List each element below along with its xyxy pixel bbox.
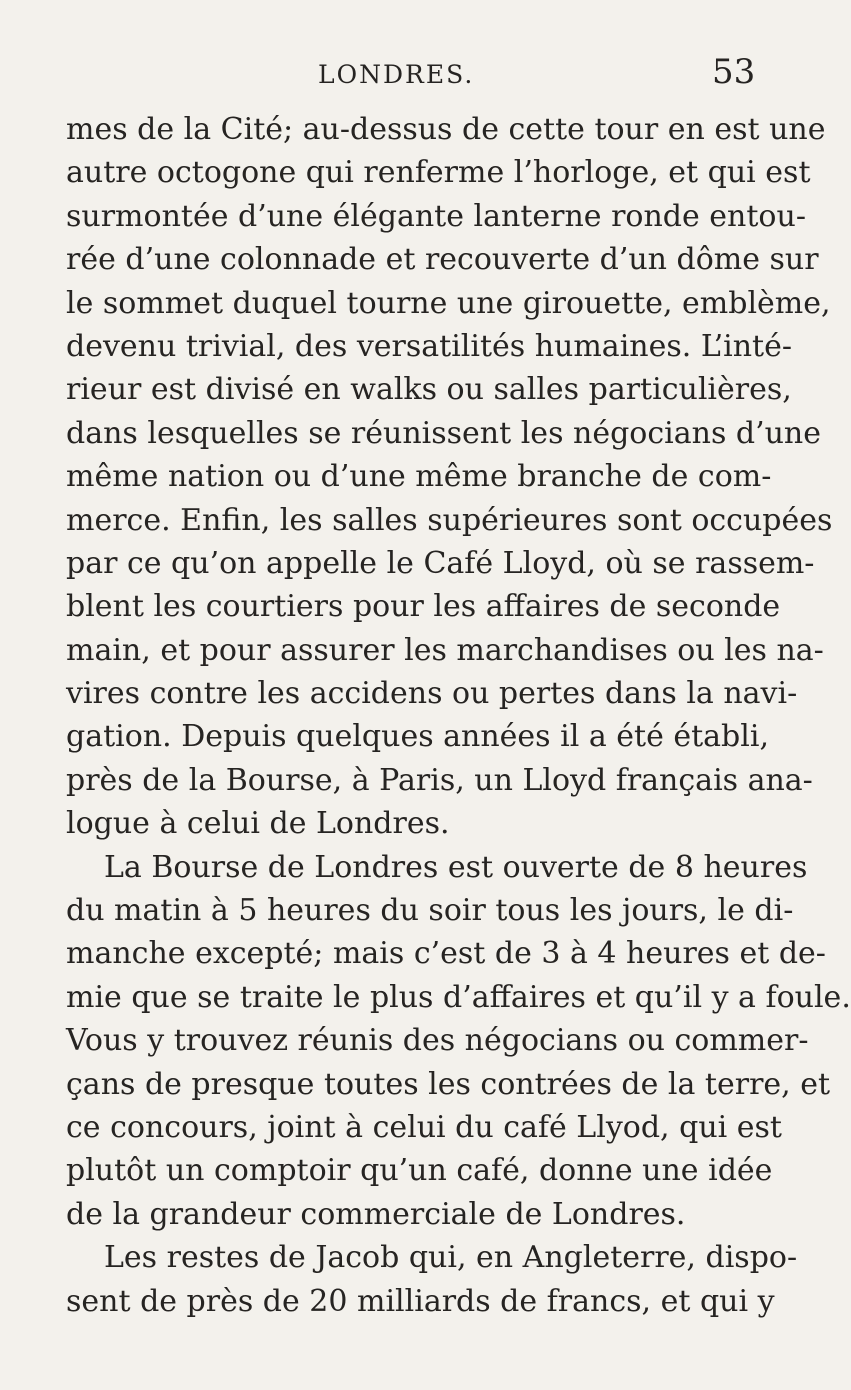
text-line: ce concours, joint à celui du café Llyod, qui est [66, 1109, 782, 1145]
text-line: autre octogone qui renferme l’horloge, et qui est [66, 155, 811, 191]
text-line: merce. Enfin, les salles supérieures sont occupées [66, 502, 833, 538]
running-title: LONDRES. [318, 60, 475, 89]
page-number: 53 [712, 52, 756, 92]
text-line: Les restes de Jacob qui, en Angleterre, dispo- [104, 1240, 798, 1276]
text-line: mes de la Cité; au-dessus de cette tour en est une [66, 112, 826, 147]
text-line: Vous y trouvez réunis des négocians ou commer- [66, 1023, 809, 1059]
text-line: La Bourse de Londres est ouverte de 8 heures [104, 849, 808, 885]
text-line: du matin à 5 heures du soir tous les jours, le di- [66, 893, 794, 929]
text-line: çans de presque toutes les contrées de la terre, et [66, 1066, 831, 1102]
text-line: de la grandeur commerciale de Londres. [66, 1196, 686, 1232]
text-line: mie que se traite le plus d’affaires et qu’il y a foule. [66, 979, 851, 1015]
text-line: logue à celui de Londres. [66, 806, 450, 842]
text-line: le sommet duquel tourne une girouette, emblème, [66, 285, 831, 321]
text-line: gation. Depuis quelques années il a été établi, [66, 719, 769, 755]
text-line: même nation ou d’une même branche de com- [66, 459, 772, 495]
text-line: vires contre les accidens ou pertes dans la navi- [66, 676, 798, 712]
text-line: devenu trivial, des versatilités humaines. L’inté- [66, 328, 792, 364]
text-line: dans lesquelles se réunissent les négocians d’une [66, 415, 822, 451]
running-head [0, 52, 800, 100]
text-line: plutôt un comptoir qu’un café, donne une idée [66, 1153, 773, 1189]
text-line: près de la Bourse, à Paris, un Lloyd français ana- [66, 762, 813, 798]
text-line: par ce qu’on appelle le Café Lloyd, où se rassem- [66, 545, 815, 581]
text-line: rieur est divisé en walks ou salles particulières, [66, 372, 792, 408]
text-line: manche excepté; mais c’est de 3 à 4 heures et de- [66, 936, 826, 972]
text-line: sent de près de 20 milliards de francs, et qui y [66, 1283, 775, 1319]
text-line: main, et pour assurer les marchandises ou les na- [66, 632, 824, 668]
text-line: surmontée d’une élégante lanterne ronde entou- [66, 198, 806, 234]
text-line: rée d’une colonnade et recouverte d’un dôme sur [66, 242, 819, 278]
body-text [66, 108, 851, 1323]
text-line: blent les courtiers pour les affaires de seconde [66, 589, 781, 625]
